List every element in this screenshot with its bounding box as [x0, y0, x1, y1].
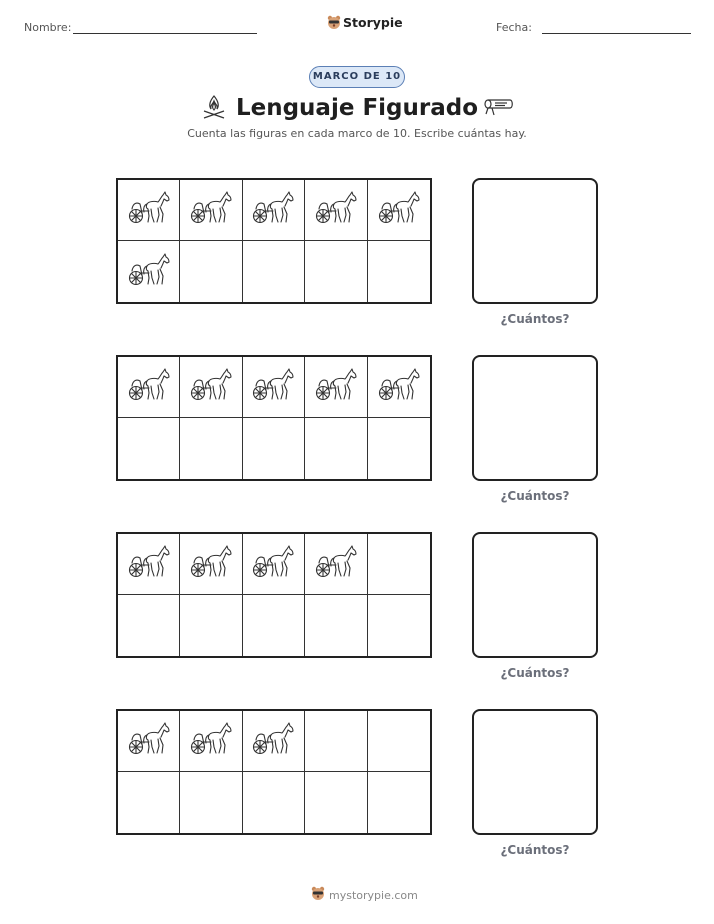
how-many-label-1: ¿Cuántos?	[500, 312, 570, 326]
horse-chariot-icon	[314, 366, 358, 408]
frame-cell	[368, 357, 430, 418]
frame-cell	[305, 241, 367, 302]
frame-cell	[180, 418, 242, 479]
date-line[interactable]	[542, 33, 691, 34]
frame-cell	[305, 180, 367, 241]
horse-chariot-icon	[314, 189, 358, 231]
horse-chariot-icon	[127, 251, 171, 293]
horse-chariot-icon	[314, 543, 358, 585]
frame-cell	[243, 711, 305, 772]
frame-cell	[305, 711, 367, 772]
ten-frame-1	[116, 178, 432, 304]
frame-cell	[368, 180, 430, 241]
horse-chariot-icon	[251, 543, 295, 585]
frame-cell	[180, 772, 242, 833]
ten-frame-3	[116, 532, 432, 658]
scroll-icon	[482, 96, 516, 118]
horse-chariot-icon	[251, 720, 295, 762]
storypie-mascot-icon	[326, 14, 342, 30]
frame-cell	[243, 180, 305, 241]
frame-cell	[305, 772, 367, 833]
frame-cell	[180, 180, 242, 241]
frame-cell	[180, 534, 242, 595]
frame-cell	[118, 534, 180, 595]
frame-cell	[180, 595, 242, 656]
horse-chariot-icon	[251, 366, 295, 408]
how-many-label-2: ¿Cuántos?	[500, 489, 570, 503]
frame-cell	[305, 357, 367, 418]
frame-cell	[118, 418, 180, 479]
horse-chariot-icon	[189, 720, 233, 762]
storypie-mascot-icon	[310, 885, 326, 901]
worksheet-type-badge: MARCO DE 10	[309, 66, 405, 88]
horse-chariot-icon	[127, 366, 171, 408]
horse-chariot-icon	[251, 189, 295, 231]
frame-cell	[368, 241, 430, 302]
frame-cell	[243, 772, 305, 833]
horse-chariot-icon	[189, 189, 233, 231]
horse-chariot-icon	[127, 720, 171, 762]
ten-frame-2	[116, 355, 432, 481]
how-many-label-4: ¿Cuántos?	[500, 843, 570, 857]
answer-box-1[interactable]	[472, 178, 598, 304]
frame-cell	[305, 418, 367, 479]
date-label: Fecha:	[496, 21, 532, 34]
frame-cell	[243, 357, 305, 418]
brand-name: Storypie	[343, 15, 403, 30]
frame-cell	[368, 534, 430, 595]
how-many-label-3: ¿Cuántos?	[500, 666, 570, 680]
frame-cell	[243, 534, 305, 595]
frame-cell	[368, 595, 430, 656]
answer-box-3[interactable]	[472, 532, 598, 658]
frame-cell	[118, 180, 180, 241]
frame-cell	[243, 595, 305, 656]
frame-cell	[180, 357, 242, 418]
frame-cell	[118, 772, 180, 833]
answer-box-4[interactable]	[472, 709, 598, 835]
horse-chariot-icon	[377, 189, 421, 231]
horse-chariot-icon	[127, 189, 171, 231]
frame-cell	[180, 241, 242, 302]
horse-chariot-icon	[377, 366, 421, 408]
horse-chariot-icon	[189, 366, 233, 408]
name-line[interactable]	[73, 33, 257, 34]
page-title: Lenguaje Figurado	[235, 95, 479, 121]
frame-cell	[180, 711, 242, 772]
frame-cell	[118, 595, 180, 656]
frame-cell	[243, 418, 305, 479]
horse-chariot-icon	[189, 543, 233, 585]
footer-url[interactable]: mystorypie.com	[329, 889, 418, 902]
ten-frame-4	[116, 709, 432, 835]
frame-cell	[118, 241, 180, 302]
frame-cell	[305, 534, 367, 595]
frame-cell	[368, 418, 430, 479]
answer-box-2[interactable]	[472, 355, 598, 481]
frame-cell	[243, 241, 305, 302]
horse-chariot-icon	[127, 543, 171, 585]
name-label: Nombre:	[24, 21, 72, 34]
frame-cell	[118, 357, 180, 418]
frame-cell	[368, 711, 430, 772]
frame-cell	[305, 595, 367, 656]
frame-cell	[118, 711, 180, 772]
frame-cell	[368, 772, 430, 833]
instructions-text: Cuenta las figuras en cada marco de 10. Escribe cuántas hay.	[187, 127, 527, 140]
